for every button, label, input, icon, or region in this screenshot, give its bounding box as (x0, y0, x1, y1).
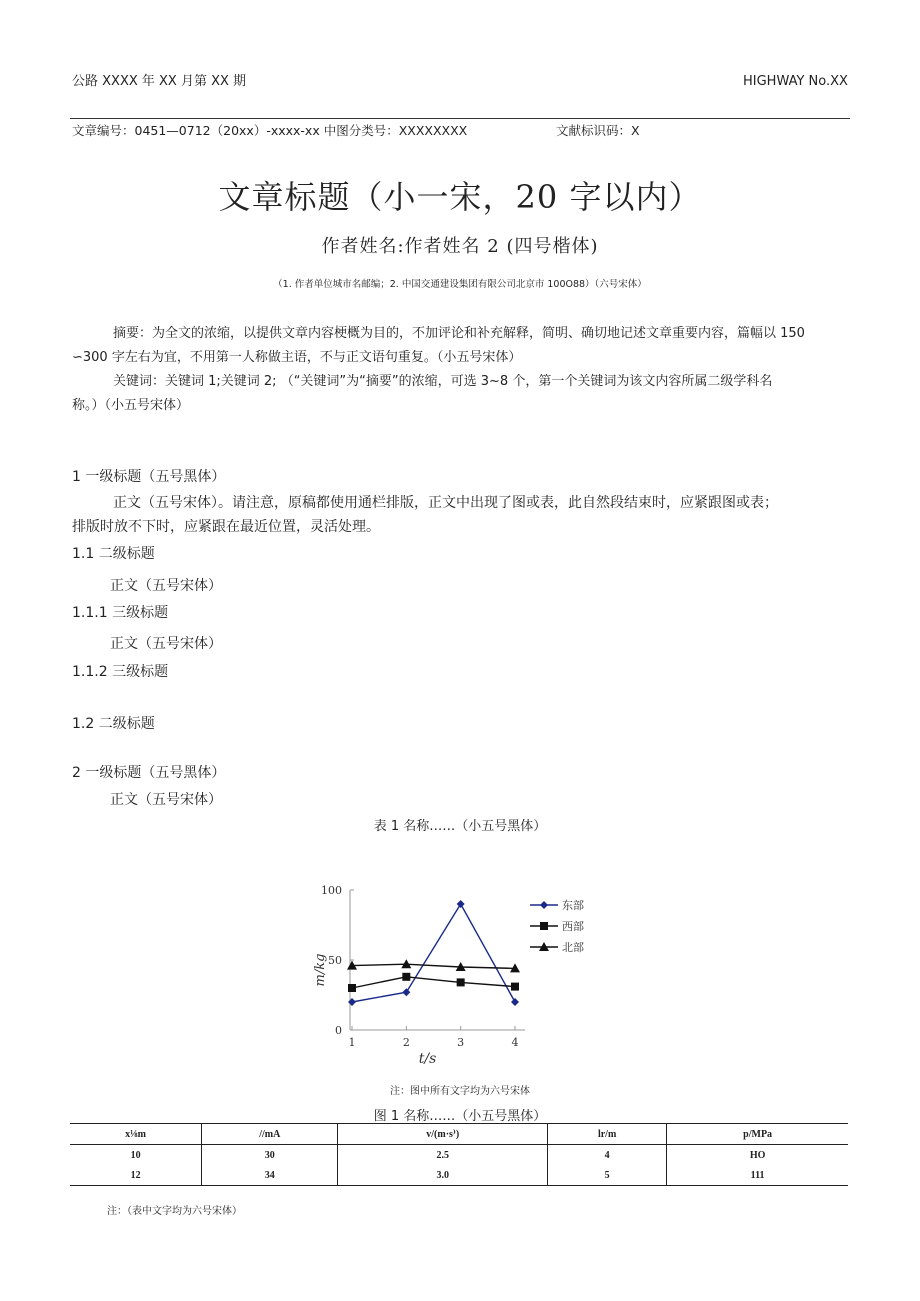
series-line-2 (352, 964, 515, 968)
x-tick-label: 3 (457, 1036, 465, 1049)
x-axis-label: t/s (418, 1051, 437, 1067)
table-header-cell: p/MPa (667, 1124, 848, 1145)
abstract-line-2: ∽300 字左右为宜，不用第一人称做主语，不与正文语句重复。（小五号宋体） (72, 350, 522, 365)
table-cell: 12 (70, 1165, 202, 1186)
data-point (348, 998, 356, 1006)
heading-1-1-2: 1.1.2 三级标题 (72, 664, 169, 680)
data-point (457, 978, 465, 986)
keywords-line-2: 称。）（小五号宋体） (72, 398, 190, 413)
table-cell: 34 (202, 1165, 338, 1186)
legend-marker (540, 922, 548, 930)
data-point (457, 900, 465, 908)
table-cell: HO (667, 1145, 848, 1166)
body-text-b: 正文（五号宋体） (110, 636, 222, 652)
y-tick-label: 100 (321, 884, 342, 897)
heading-1-1: 1.1 二级标题 (72, 546, 155, 562)
data-table (70, 1123, 848, 1186)
line-chart (290, 870, 610, 1070)
x-tick-label: 1 (348, 1036, 356, 1049)
legend-label: 西部 (562, 920, 584, 933)
y-tick-label: 50 (328, 954, 342, 967)
document-code: 文献标识码：X (556, 123, 640, 138)
table-row (70, 1145, 848, 1166)
table-header-cell: //mA (202, 1124, 338, 1145)
heading-2: 2 一级标题（五号黑体） (72, 765, 226, 781)
journal-header-right: HIGHWAY No.XX (743, 74, 848, 89)
table-cell: 111 (667, 1165, 848, 1186)
legend-marker (540, 901, 548, 909)
data-point (348, 984, 356, 992)
figure-note: 注：图中所有文字均为六号宋体 (390, 1086, 530, 1097)
body-text-a: 正文（五号宋体） (110, 578, 222, 594)
x-tick-label: 2 (402, 1036, 410, 1049)
series-line-0 (352, 904, 515, 1002)
table-header-cell: lr/m (548, 1124, 667, 1145)
abstract-line-1: 摘要：为全文的浓缩，以提供文章内容梗概为目的，不加评论和补充解释，简明、确切地记述文章重要内容，篇幅以 150 (113, 326, 805, 341)
heading-1-2: 1.2 二级标题 (72, 716, 155, 732)
body-text-c: 正文（五号宋体） (110, 792, 222, 808)
data-point (511, 998, 519, 1006)
table-cell: 5 (548, 1165, 667, 1186)
legend-label: 北部 (562, 941, 584, 954)
y-axis-label: m/kg (313, 953, 328, 987)
legend-label: 东部 (562, 899, 584, 912)
heading-1-1-1: 1.1.1 三级标题 (72, 605, 169, 621)
table-cell: 4 (548, 1145, 667, 1166)
table-body (70, 1145, 848, 1186)
series-line-1 (352, 977, 515, 988)
author-names: 作者姓名:作者姓名 2 (四号楷体) (321, 236, 599, 257)
table-header-cell: v/(m·s⁾) (338, 1124, 548, 1145)
paragraph-1-line-2: 排版时放不下时，应紧跟在最近位置，灵活处理。 (72, 519, 380, 535)
table-cell: 10 (130, 1149, 141, 1161)
data-point (511, 983, 519, 991)
data-point (402, 988, 410, 996)
table-note: 注：（表中文字均为六号宋体） (107, 1206, 242, 1217)
table-row (70, 1165, 848, 1186)
table-caption: 表 1 名称……（小五号黑体） (373, 819, 547, 834)
figure-caption: 图 1 名称……（小五号黑体） (373, 1109, 547, 1124)
chart-legend (530, 899, 584, 954)
header-divider (70, 118, 850, 119)
table-header-row (70, 1124, 848, 1145)
table-cell: 3.0 (338, 1165, 548, 1186)
table-cell: 2.5 (338, 1145, 548, 1166)
article-title: 文章标题（小一宋，20 字以内） (218, 178, 702, 216)
journal-header-left: 公路 XXXX 年 XX 月第 XX 期 (72, 74, 247, 89)
keywords-line-1: 关键词：关键词 1;关键词 2; （“关键词”为“摘要”的浓缩，可选 3~8 个，第一个关键词为该文内容所属二级学科名 (113, 374, 773, 389)
heading-1: 1 一级标题（五号黑体） (72, 469, 226, 485)
data-point (402, 973, 410, 981)
chart-axes (313, 884, 525, 1067)
article-number: 文章编号：0451—0712（20xx）-xxxx-xx 中图分类号：XXXXXXXX (72, 123, 468, 138)
author-affiliation: （1. 作者单位城市名邮编；2. 中国交通建设集团有限公司北京市 100O88）（六号宋体） (273, 279, 647, 290)
table-cell: 30 (202, 1145, 338, 1166)
table-header-cell: x⅛m (70, 1124, 202, 1145)
y-tick-label: 0 (335, 1024, 342, 1037)
x-tick-label: 4 (511, 1036, 519, 1049)
chart-series (347, 900, 520, 1006)
paragraph-1-line-1: 正文（五号宋体）。请注意，原稿都使用通栏排版，正文中出现了图或表，此自然段结束时，应紧跟图或表； (113, 495, 778, 511)
